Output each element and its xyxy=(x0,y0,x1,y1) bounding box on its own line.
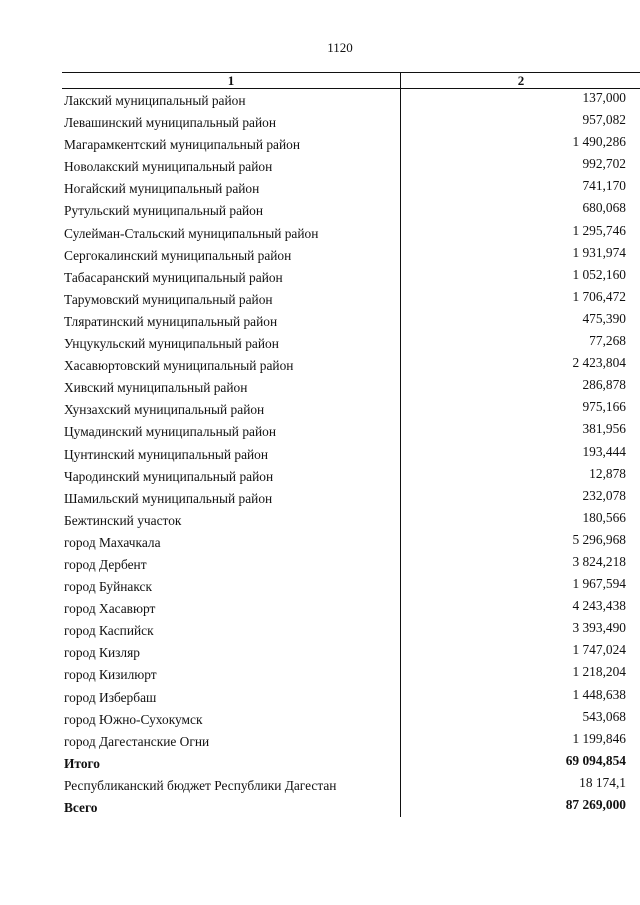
table-row xyxy=(62,222,640,244)
row-name: город Махачкала xyxy=(64,534,161,550)
row-name: Всего xyxy=(64,800,98,815)
table-row xyxy=(62,398,640,420)
table-row xyxy=(62,354,640,376)
row-value: 975,166 xyxy=(582,399,626,415)
table-body xyxy=(62,89,640,818)
row-value: 1 931,974 xyxy=(572,244,626,260)
table-row xyxy=(62,443,640,465)
table-row xyxy=(62,663,640,685)
row-value: 1 218,204 xyxy=(572,664,626,680)
row-value: 4 243,438 xyxy=(572,598,626,614)
table-row xyxy=(62,774,640,796)
row-name: Цунтинский муниципальный район xyxy=(64,446,269,462)
table-row xyxy=(62,730,640,752)
row-name: Магарамкентский муниципальный район xyxy=(64,137,301,153)
row-name: Хасавюртовский муниципальный район xyxy=(64,358,294,374)
row-value: 1 706,472 xyxy=(572,288,626,304)
row-name: Рутульский муниципальный район xyxy=(64,203,264,219)
row-value: 12,878 xyxy=(589,465,626,481)
row-value: 1 967,594 xyxy=(572,576,626,592)
row-value: 87 269,000 xyxy=(565,797,626,812)
row-value: 475,390 xyxy=(582,310,626,326)
row-name: Унцукульский муниципальный район xyxy=(64,336,279,352)
row-name: город Дагестанские Огни xyxy=(64,733,210,749)
table-row xyxy=(62,487,640,509)
table-row xyxy=(62,597,640,619)
row-name: Цумадинский муниципальный район xyxy=(64,424,276,440)
table-row xyxy=(62,641,640,663)
table-row xyxy=(62,288,640,310)
column-header-2: 2 xyxy=(517,73,525,88)
page-number: 1120 xyxy=(327,40,353,55)
row-value: 1 295,746 xyxy=(572,222,626,238)
row-name: город Буйнакск xyxy=(64,579,152,595)
row-value: 957,082 xyxy=(582,112,626,128)
table-row xyxy=(62,575,640,597)
table-row xyxy=(62,89,640,111)
row-value: 193,444 xyxy=(582,443,626,459)
row-value: 2 423,804 xyxy=(572,355,626,371)
row-name: Бежтинский участок xyxy=(64,512,182,528)
table-row xyxy=(62,686,640,708)
row-name: Табасаранский муниципальный район xyxy=(64,269,283,285)
table-row xyxy=(62,111,640,133)
table-row xyxy=(62,155,640,177)
row-name: город Дербент xyxy=(64,556,147,572)
table-row xyxy=(62,796,640,818)
table-row xyxy=(62,509,640,531)
table-row xyxy=(62,177,640,199)
row-value: 3 824,218 xyxy=(572,553,626,569)
row-value: 286,878 xyxy=(582,377,626,393)
row-value: 1 448,638 xyxy=(572,686,626,702)
row-value: 3 393,490 xyxy=(572,620,626,636)
row-name: Тляратинский муниципальный район xyxy=(64,313,278,329)
row-value: 1 052,160 xyxy=(572,266,626,282)
table-row xyxy=(62,420,640,442)
row-name: город Кизляр xyxy=(64,645,140,661)
row-name: Шамильский муниципальный район xyxy=(64,490,273,506)
table-row xyxy=(62,465,640,487)
row-value: 741,170 xyxy=(582,178,626,194)
column-header-1: 1 xyxy=(227,73,235,88)
row-value: 543,068 xyxy=(582,708,626,724)
row-value: 680,068 xyxy=(582,200,626,216)
row-name: Сулейман-Стальский муниципальный район xyxy=(64,225,319,241)
row-name: Тарумовский муниципальный район xyxy=(64,291,273,307)
row-value: 180,566 xyxy=(582,509,626,525)
row-name: Лакский муниципальный район xyxy=(64,93,246,108)
row-value: 77,268 xyxy=(589,333,626,349)
row-name: город Кизилюрт xyxy=(64,667,157,683)
row-name: Республиканский бюджет Республики Дагестан xyxy=(64,777,337,793)
row-value: 5 296,968 xyxy=(572,531,626,547)
row-name: Левашинский муниципальный район xyxy=(64,115,276,131)
row-value: 1 199,846 xyxy=(572,730,626,746)
row-name: город Хасавюрт xyxy=(64,601,156,617)
row-name: Чародинский муниципальный район xyxy=(64,468,274,484)
table-row xyxy=(62,708,640,730)
table-row xyxy=(62,332,640,354)
table-row xyxy=(62,266,640,288)
row-name: Новолакский муниципальный район xyxy=(64,159,273,175)
row-name: Хивский муниципальный район xyxy=(64,380,248,396)
row-value: 992,702 xyxy=(582,156,626,172)
row-name: Итого xyxy=(64,755,100,771)
row-name: Хунзахский муниципальный район xyxy=(64,402,265,418)
row-value: 232,078 xyxy=(582,487,626,503)
row-name: город Южно-Сухокумск xyxy=(64,711,203,727)
budget-table xyxy=(62,72,640,818)
row-name: Ногайский муниципальный район xyxy=(64,181,260,197)
table-row xyxy=(62,244,640,266)
row-value: 1 490,286 xyxy=(572,134,626,150)
table-row xyxy=(62,553,640,575)
table-row xyxy=(62,619,640,641)
row-value: 137,000 xyxy=(582,90,626,105)
row-value: 18 174,1 xyxy=(579,774,626,790)
table-row xyxy=(62,133,640,155)
row-name: город Избербаш xyxy=(64,689,157,705)
row-value: 381,956 xyxy=(582,421,626,437)
table-row xyxy=(62,376,640,398)
table-header xyxy=(62,72,640,89)
row-name: Сергокалинский муниципальный район xyxy=(64,247,292,263)
table-row xyxy=(62,531,640,553)
row-value: 1 747,024 xyxy=(572,642,626,658)
row-name: город Каспийск xyxy=(64,623,154,639)
table-row xyxy=(62,199,640,221)
row-value: 69 094,854 xyxy=(565,752,626,768)
table-row xyxy=(62,752,640,774)
table-row xyxy=(62,310,640,332)
